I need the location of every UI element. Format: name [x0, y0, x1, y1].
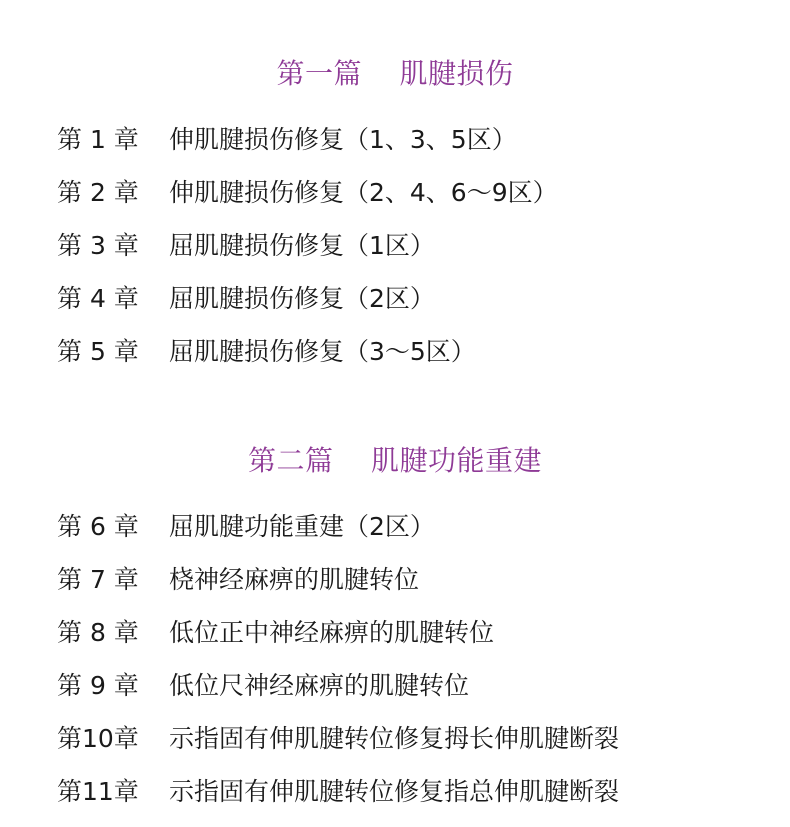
chapter-list	[57, 509, 619, 827]
chapter-title: 低位尺神经麻痹的肌腱转位	[169, 671, 470, 700]
chapter-number: 第 7 章	[57, 565, 139, 594]
chapter-number: 第 6 章	[57, 512, 139, 541]
chapter-title: 屈肌腱损伤修复（3～5区）	[169, 337, 476, 366]
toc-item[interactable]	[57, 228, 558, 281]
toc-item[interactable]	[57, 334, 558, 387]
chapter-title: 桡神经麻痹的肌腱转位	[169, 565, 420, 594]
chapter-number: 第 3 章	[57, 231, 139, 260]
toc-item[interactable]	[57, 281, 558, 334]
toc-item[interactable]	[57, 774, 619, 827]
toc-item[interactable]	[57, 509, 619, 562]
chapter-number: 第 2 章	[57, 178, 139, 207]
chapter-number: 第 1 章	[57, 125, 139, 154]
toc-item[interactable]	[57, 668, 619, 721]
chapter-title: 屈肌腱功能重建（2区）	[169, 512, 435, 541]
chapter-list	[57, 122, 558, 387]
chapter-title: 低位正中神经麻痹的肌腱转位	[169, 618, 495, 647]
part-title: 第二篇 肌腱功能重建	[247, 444, 543, 477]
toc-item[interactable]	[57, 562, 619, 615]
part-title: 第一篇 肌腱损伤	[276, 57, 514, 90]
chapter-title: 示指固有伸肌腱转位修复拇长伸肌腱断裂	[169, 724, 620, 753]
chapter-number: 第 4 章	[57, 284, 139, 313]
chapter-title: 屈肌腱损伤修复（2区）	[169, 284, 435, 313]
toc-item[interactable]	[57, 721, 619, 774]
chapter-number: 第10章	[57, 724, 139, 753]
chapter-title: 伸肌腱损伤修复（1、3、5区）	[169, 125, 517, 154]
chapter-number: 第 9 章	[57, 671, 139, 700]
toc-item[interactable]	[57, 615, 619, 668]
chapter-title: 示指固有伸肌腱转位修复指总伸肌腱断裂	[169, 777, 620, 806]
chapter-title: 伸肌腱损伤修复（2、4、6～9区）	[169, 178, 558, 207]
chapter-title: 屈肌腱损伤修复（1区）	[169, 231, 435, 260]
chapter-number: 第 5 章	[57, 337, 139, 366]
chapter-number: 第 8 章	[57, 618, 139, 647]
toc-item[interactable]	[57, 175, 558, 228]
chapter-number: 第11章	[57, 777, 139, 806]
toc-item[interactable]	[57, 122, 558, 175]
